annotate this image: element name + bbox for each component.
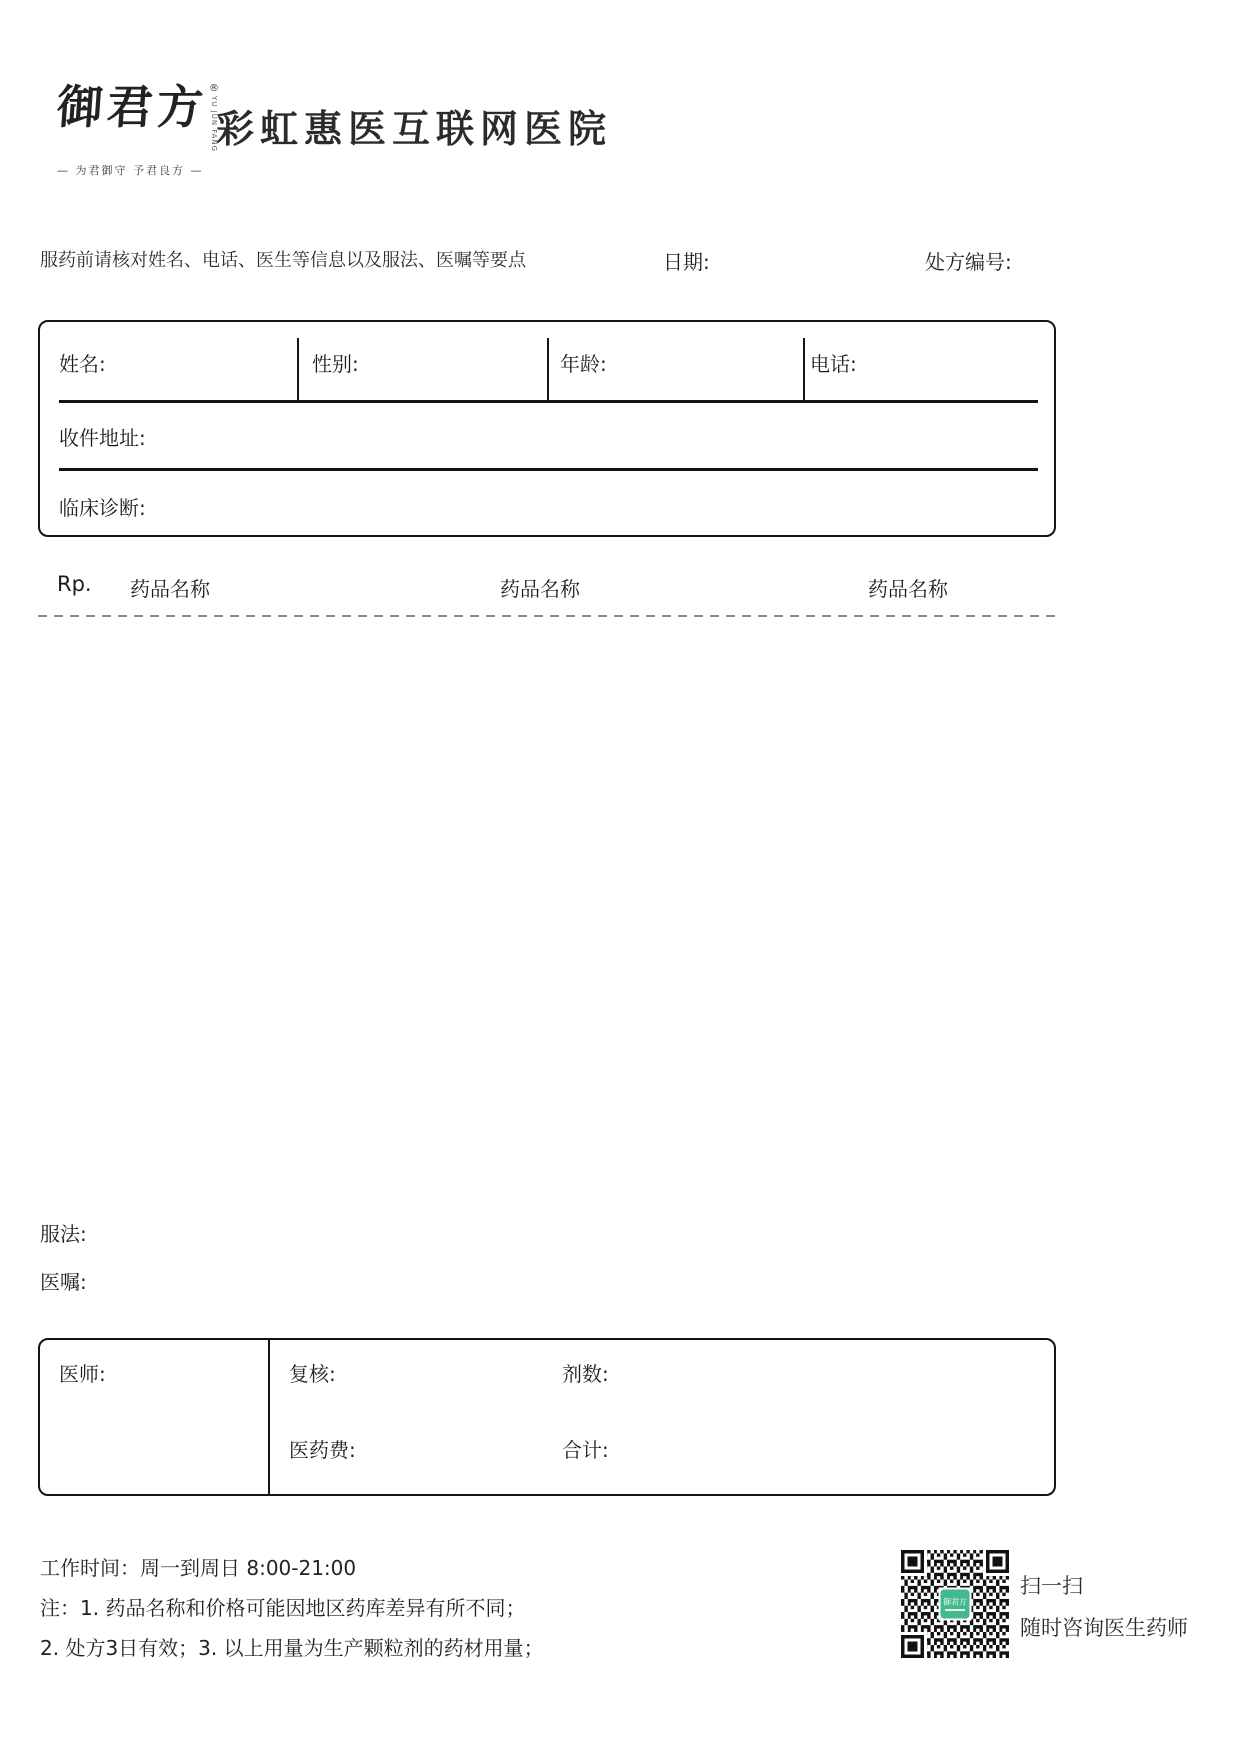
date-label: 日期:: [663, 250, 710, 274]
column-divider: [297, 338, 299, 400]
qr-center-badge: [939, 1588, 972, 1621]
note-line-2: 2. 处方3日有效；3. 以上用量为生产颗粒剂的药材用量；: [40, 1636, 544, 1660]
brand-logo-vertical-text: YU JUN FANG: [210, 96, 218, 153]
address-label: 收件地址:: [59, 426, 146, 450]
name-label: 姓名:: [59, 352, 106, 376]
hospital-title: 彩虹惠医互联网医院: [216, 107, 613, 151]
drug-column-header: 药品名称: [500, 577, 580, 601]
review-label: 复核:: [289, 1362, 336, 1386]
scan-label: 扫一扫: [1020, 1574, 1083, 1598]
registered-trademark-icon: ®: [209, 83, 219, 94]
note-line-1: 注：1. 药品名称和价格可能因地区药库差异有所不同；: [40, 1596, 526, 1620]
column-divider: [803, 338, 805, 400]
advice-label: 医嘱:: [40, 1270, 87, 1294]
verification-notice: 服药前请核对姓名、电话、医生等信息以及服法、医嘱等要点: [40, 250, 526, 271]
gender-label: 性别:: [312, 352, 359, 376]
patient-info-box: [38, 320, 1056, 537]
row-divider: [59, 400, 1038, 403]
working-hours: 工作时间：周一到周日 8:00-21:00: [40, 1556, 357, 1580]
row-divider: [59, 468, 1038, 471]
total-label: 合计:: [562, 1438, 609, 1462]
rx-number-label: 处方编号:: [925, 250, 1012, 274]
column-divider: [547, 338, 549, 400]
rp-label: Rp.: [57, 572, 92, 596]
drug-column-header: 药品名称: [868, 577, 948, 601]
signoff-box: [38, 1338, 1056, 1496]
phone-label: 电话:: [810, 352, 857, 376]
diagnosis-label: 临床诊断:: [59, 496, 146, 520]
dose-count-label: 剂数:: [562, 1362, 609, 1386]
qr-center-text: 御君方: [943, 1597, 967, 1607]
dashed-divider: [38, 615, 1056, 617]
usage-label: 服法:: [40, 1222, 87, 1246]
scan-sub-label: 随时咨询医生药师: [1020, 1616, 1188, 1640]
brand-tagline: — 为君御守 予君良方 —: [57, 164, 204, 178]
column-divider: [268, 1340, 270, 1494]
brand-logo-text: 御君方: [55, 80, 209, 134]
physician-label: 医师:: [59, 1362, 106, 1386]
qr-code-icon: [901, 1550, 1009, 1658]
drug-column-header: 药品名称: [130, 577, 210, 601]
medicine-fee-label: 医药费:: [289, 1438, 356, 1462]
age-label: 年龄:: [560, 352, 607, 376]
